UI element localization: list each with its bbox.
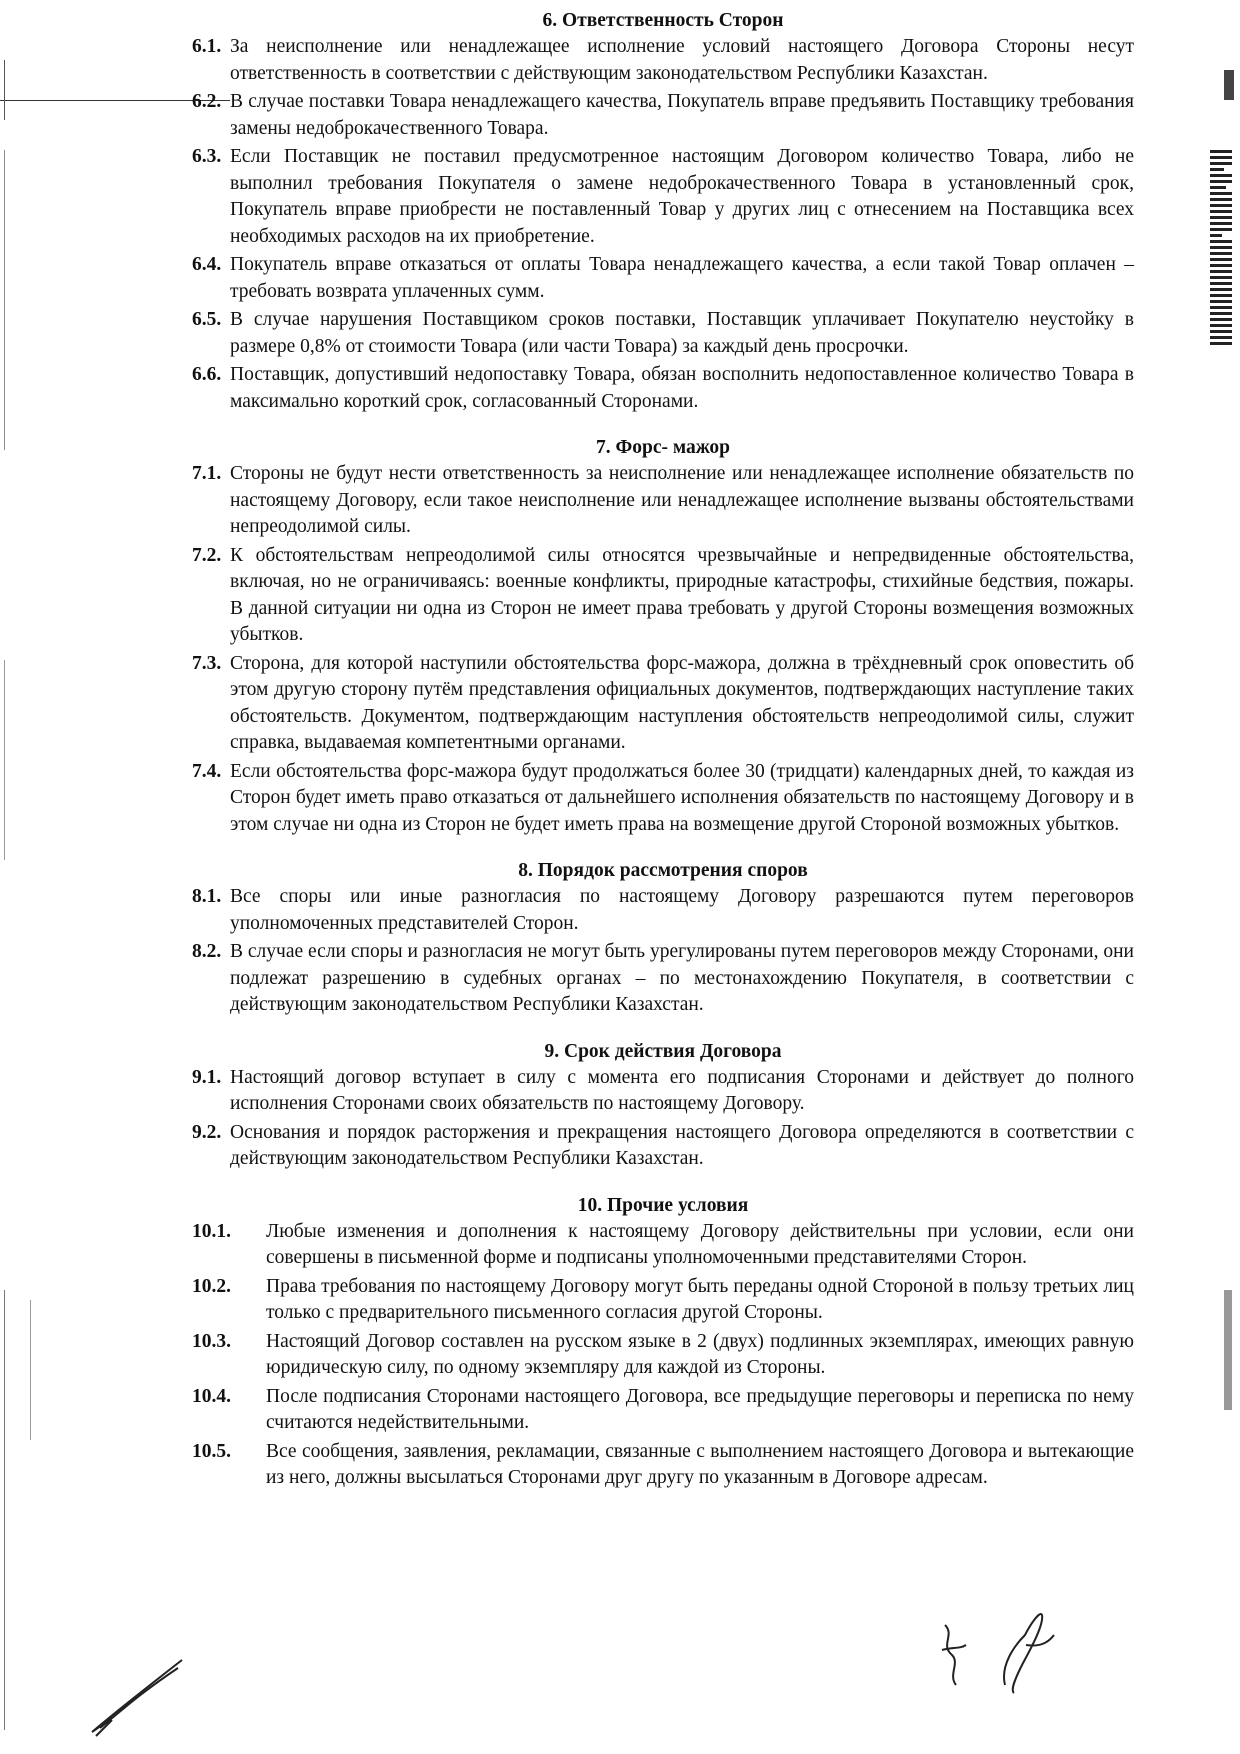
clause bbox=[192, 1219, 1134, 1272]
clause bbox=[192, 461, 1134, 541]
scan-mark bbox=[1224, 1290, 1232, 1410]
section-title: 6. Ответственность Сторон bbox=[542, 10, 784, 31]
clause-number: 10.1. bbox=[192, 1220, 231, 1242]
clause-text: В случае поставки Товара ненадлежащего качества, Покупатель вправе предъявить Поставщику требования замены недоброкачественного Товара. bbox=[230, 91, 1134, 139]
clause-text: За неисполнение или ненадлежащее исполнение условий настоящего Договора Стороны несут ответственность в соответствии с действующим законодательством Республики Казахстан. bbox=[230, 36, 1134, 84]
clause-number: 10.2. bbox=[192, 1275, 231, 1297]
clause bbox=[192, 89, 1134, 142]
clause-number: 9.1. bbox=[192, 1066, 222, 1088]
clause bbox=[192, 884, 1134, 937]
clause-text: Поставщик, допустивший недопоставку Товара, обязан восполнить недопоставленное количество Товара в максимально короткий срок, согласованный Сторонами. bbox=[230, 364, 1134, 412]
clause-number: 10.5. bbox=[192, 1440, 231, 1462]
clause-number: 7.1. bbox=[192, 463, 222, 484]
clause-number: 10.3. bbox=[192, 1330, 231, 1352]
section-title: 9. Срок действия Договора bbox=[544, 1040, 782, 1062]
clause-number: 6.2. bbox=[192, 91, 222, 112]
clause-text: После подписания Сторонами настоящего Договора, все предыдущие переговоры и переписка по нему считаются недействительными. bbox=[266, 1385, 1134, 1433]
clause-text: Настоящий договор вступает в силу с момента его подписания Сторонами и действует до полного исполнения Сторонами своих обязательств по настоящему Договору. bbox=[230, 1066, 1134, 1114]
signature-right bbox=[930, 1605, 1070, 1700]
clause bbox=[192, 543, 1134, 649]
clause-number: 6.3. bbox=[192, 146, 222, 167]
clause bbox=[192, 1065, 1134, 1118]
clause bbox=[192, 759, 1134, 839]
section-title: 10. Прочие условия bbox=[577, 1194, 749, 1216]
section-8 bbox=[192, 858, 1134, 1019]
clause-text: В случае если споры и разногласия не могут быть урегулированы путем переговоров между Сторонами, они подлежат разрешению в судебных органах – по местонахождению Покупателя, в соответствии с действующим законодательством Республики Казахстан. bbox=[230, 941, 1134, 1015]
clause bbox=[192, 1120, 1134, 1173]
clause-number: 6.4. bbox=[192, 254, 222, 275]
clause-text: В случае нарушения Поставщиком сроков поставки, Поставщик уплачивает Покупателю неустойку в размере 0,8% от стоимости Товара (или части Товара) за каждый день просрочки. bbox=[230, 309, 1134, 357]
clause bbox=[192, 1274, 1134, 1327]
scan-mark bbox=[4, 60, 5, 120]
scan-edge-bars bbox=[1210, 150, 1232, 348]
section-title: 7. Форс- мажор bbox=[595, 437, 730, 458]
clause-number: 8.1. bbox=[192, 886, 222, 907]
clause-number: 8.2. bbox=[192, 941, 222, 962]
clause-text: Сторона, для которой наступили обстоятельства форс-мажора, должна в трёхдневный срок оповестить об этом другую сторону путём представления официальных документов, подтверждающих наступление таких обстоятельств. Документом, подтверждающим наступления обстоятельств непреодолимой силы, служит справка, выдаваемая компетентными органами. bbox=[230, 652, 1134, 753]
clause-text: Все сообщения, заявления, рекламации, связанные с выполнением настоящего Договора и вытекающие из него, должны высылаться Сторонами друг другу по указанным в Договоре адресам. bbox=[266, 1440, 1134, 1488]
clause-text: К обстоятельствам непреодолимой силы относятся чрезвычайные и непредвиденные обстоятельства, включая, но не ограничиваясь: военные конфликты, природные катастрофы, стихийные бедствия, пожары. В данной ситуации ни одна из Сторон не имеет права требовать у другой Стороны возмещения возможных убытков. bbox=[230, 544, 1134, 645]
section-10 bbox=[192, 1193, 1134, 1492]
section-title: 8. Порядок рассмотрения споров bbox=[518, 860, 808, 881]
clause-text: Любые изменения и дополнения к настоящему Договору действительны при условии, если они совершены в письменной форме и подписаны уполномоченными представителями Сторон. bbox=[266, 1220, 1134, 1268]
clause-number: 9.2. bbox=[192, 1121, 222, 1143]
clause bbox=[192, 939, 1134, 1019]
scan-mark bbox=[1224, 70, 1234, 100]
clause-text: Покупатель вправе отказаться от оплаты Товара ненадлежащего качества, а если такой Товар оплачен – требовать возврата уплаченных сумм. bbox=[230, 254, 1134, 302]
clause-number: 7.4. bbox=[192, 760, 222, 782]
clause bbox=[192, 1384, 1134, 1437]
clause-number: 7.3. bbox=[192, 652, 222, 674]
scan-mark bbox=[4, 1290, 5, 1730]
clause-number: 6.6. bbox=[192, 364, 222, 385]
clause-text: Настоящий Договор составлен на русском языке в 2 (двух) подлинных экземплярах, имеющих равную юридическую силу, по одному экземпляру для каждой из Стороны. bbox=[266, 1330, 1134, 1378]
clause-text: Основания и порядок расторжения и прекращения настоящего Договора определяются в соответствии с действующим законодательством Республики Казахстан. bbox=[230, 1121, 1134, 1169]
clause-text: Если обстоятельства форс-мажора будут продолжаться более 30 (тридцати) календарных дней, то каждая из Сторон будет иметь право отказаться от дальнейшего исполнения обязательств по настоящему Договору и в этом случае ни одна из Сторон не будет иметь права на возмещение другой Стороной возможных убытков. bbox=[230, 760, 1134, 835]
section-7 bbox=[192, 435, 1134, 838]
clause-number: 10.4. bbox=[192, 1385, 231, 1407]
clause bbox=[192, 1329, 1134, 1382]
clause bbox=[192, 307, 1134, 360]
section-6 bbox=[192, 8, 1134, 415]
section-9 bbox=[192, 1039, 1134, 1173]
clause-text: Стороны не будут нести ответственность за неисполнение или ненадлежащее исполнение обязательств по настоящему Договору, если такое неисполнение или ненадлежащее исполнение вызваны обстоятельствами непреодолимой силы. bbox=[230, 463, 1134, 537]
contract-body bbox=[192, 8, 1134, 1494]
clause bbox=[192, 252, 1134, 305]
clause-text: Если Поставщик не поставил предусмотренное настоящим Договором количество Товара, либо не выполнил требования Покупателя о замене недоброкачественного Товара в установленный срок, Покупатель вправе приобрести не поставленный Товар у других лиц с отнесением на Поставщика всех необходимых расходов на их приобретение. bbox=[230, 146, 1134, 247]
scan-mark bbox=[4, 150, 5, 450]
clause-number: 6.1. bbox=[192, 36, 222, 57]
clause-number: 7.2. bbox=[192, 544, 222, 566]
clause bbox=[192, 651, 1134, 757]
clause bbox=[192, 1439, 1134, 1492]
clause bbox=[192, 34, 1134, 87]
clause bbox=[192, 362, 1134, 415]
clause-text: Права требования по настоящему Договору могут быть переданы одной Стороной в пользу третьих лиц только с предварительного письменного согласия другой Стороны. bbox=[266, 1275, 1134, 1323]
clause-number: 6.5. bbox=[192, 309, 222, 330]
clause-text: Все споры или иные разногласия по настоящему Договору разрешаются путем переговоров уполномоченных представителей Сторон. bbox=[230, 886, 1134, 934]
clause bbox=[192, 144, 1134, 250]
scan-mark bbox=[30, 1300, 31, 1440]
scan-mark bbox=[4, 660, 5, 860]
signature-left bbox=[82, 1640, 192, 1740]
